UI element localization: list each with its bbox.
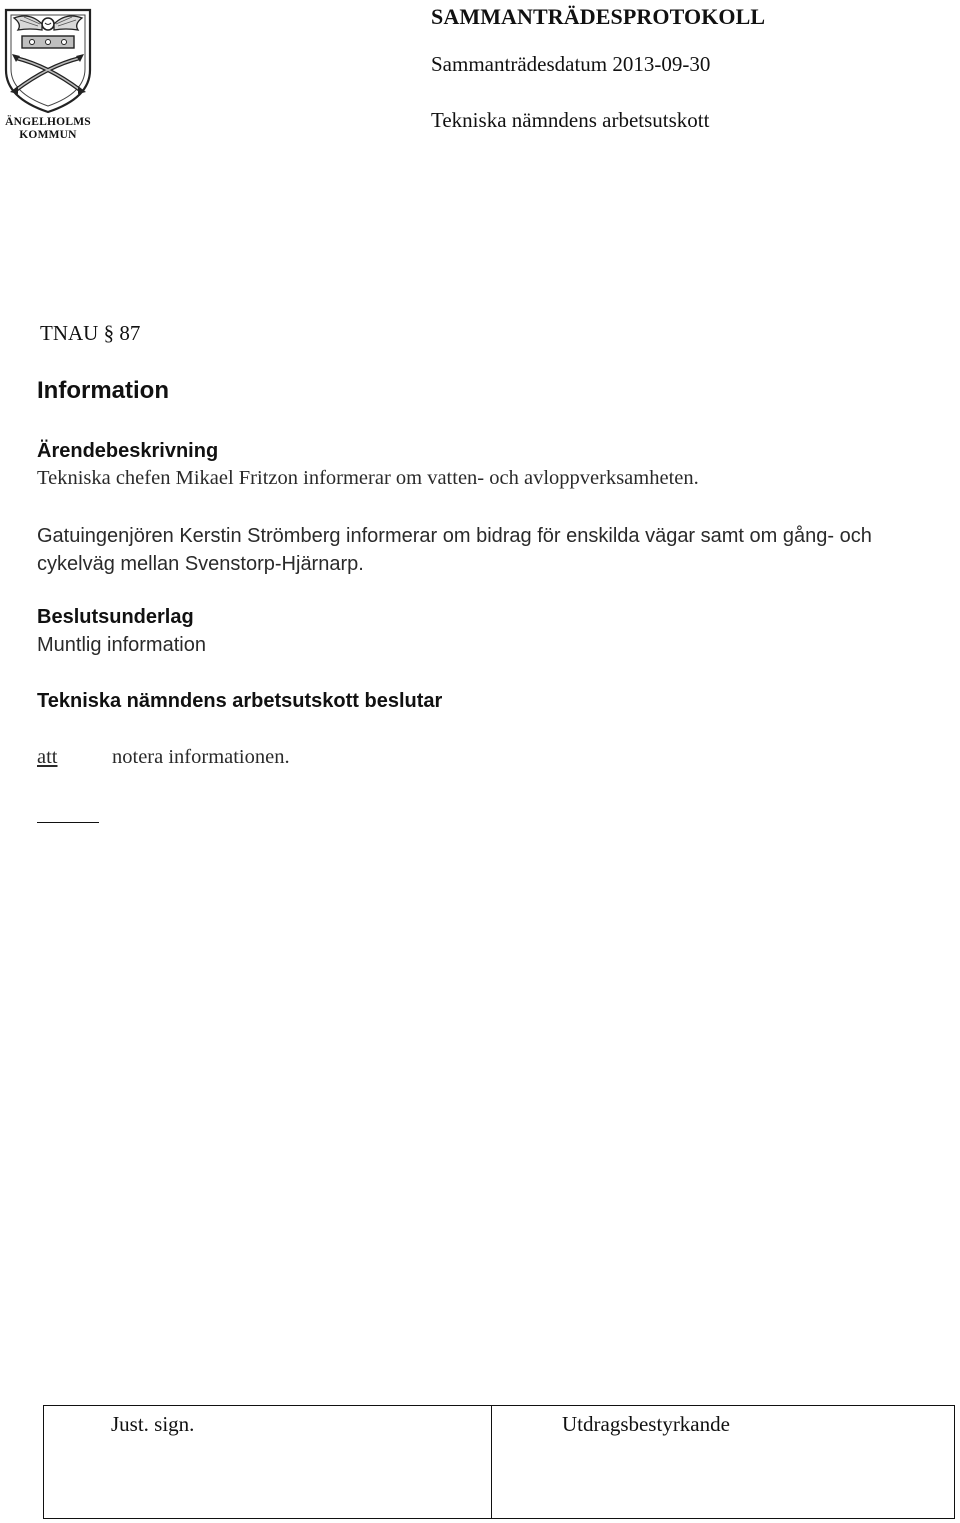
signature-box-divider <box>491 1406 492 1518</box>
case-description-heading: Ärendebeskrivning <box>37 440 219 462</box>
decision-att: att <box>37 746 58 768</box>
case-description-line1: Tekniska chefen Mikael Fritzon informerar om vatten- och avloppverksamheten. <box>37 467 699 489</box>
decision-heading: Tekniska nämndens arbetsutskott beslutar <box>37 690 443 712</box>
meeting-date: Sammanträdesdatum 2013-09-30 <box>431 52 711 76</box>
decision-text: notera informationen. <box>112 746 290 768</box>
logo-text-line1: ÄNGELHOLMS <box>5 116 91 128</box>
basis-heading: Beslutsunderlag <box>37 606 194 628</box>
extract-certification-label: Utdragsbestyrkande <box>562 1412 730 1436</box>
basis-text: Muntlig information <box>37 634 206 656</box>
coat-of-arms-icon <box>0 2 96 114</box>
municipality-logo <box>0 2 96 144</box>
committee-name: Tekniska nämndens arbetsutskott <box>431 108 710 132</box>
section-title: Information <box>37 377 169 404</box>
signature-box <box>43 1405 955 1519</box>
just-sign-label: Just. sign. <box>111 1412 195 1436</box>
end-rule <box>37 822 99 823</box>
case-description-paragraph: Gatuingenjören Kerstin Strömberg informerar om bidrag för enskilda vägar samt om gång- och cykelväg mellan Svenstorp-Hjärnarp. <box>37 525 872 575</box>
section-number: TNAU § 87 <box>40 321 141 345</box>
logo-text-line2: KOMMUN <box>19 129 77 141</box>
document-type-title: SAMMANTRÄDESPROTOKOLL <box>431 4 766 29</box>
